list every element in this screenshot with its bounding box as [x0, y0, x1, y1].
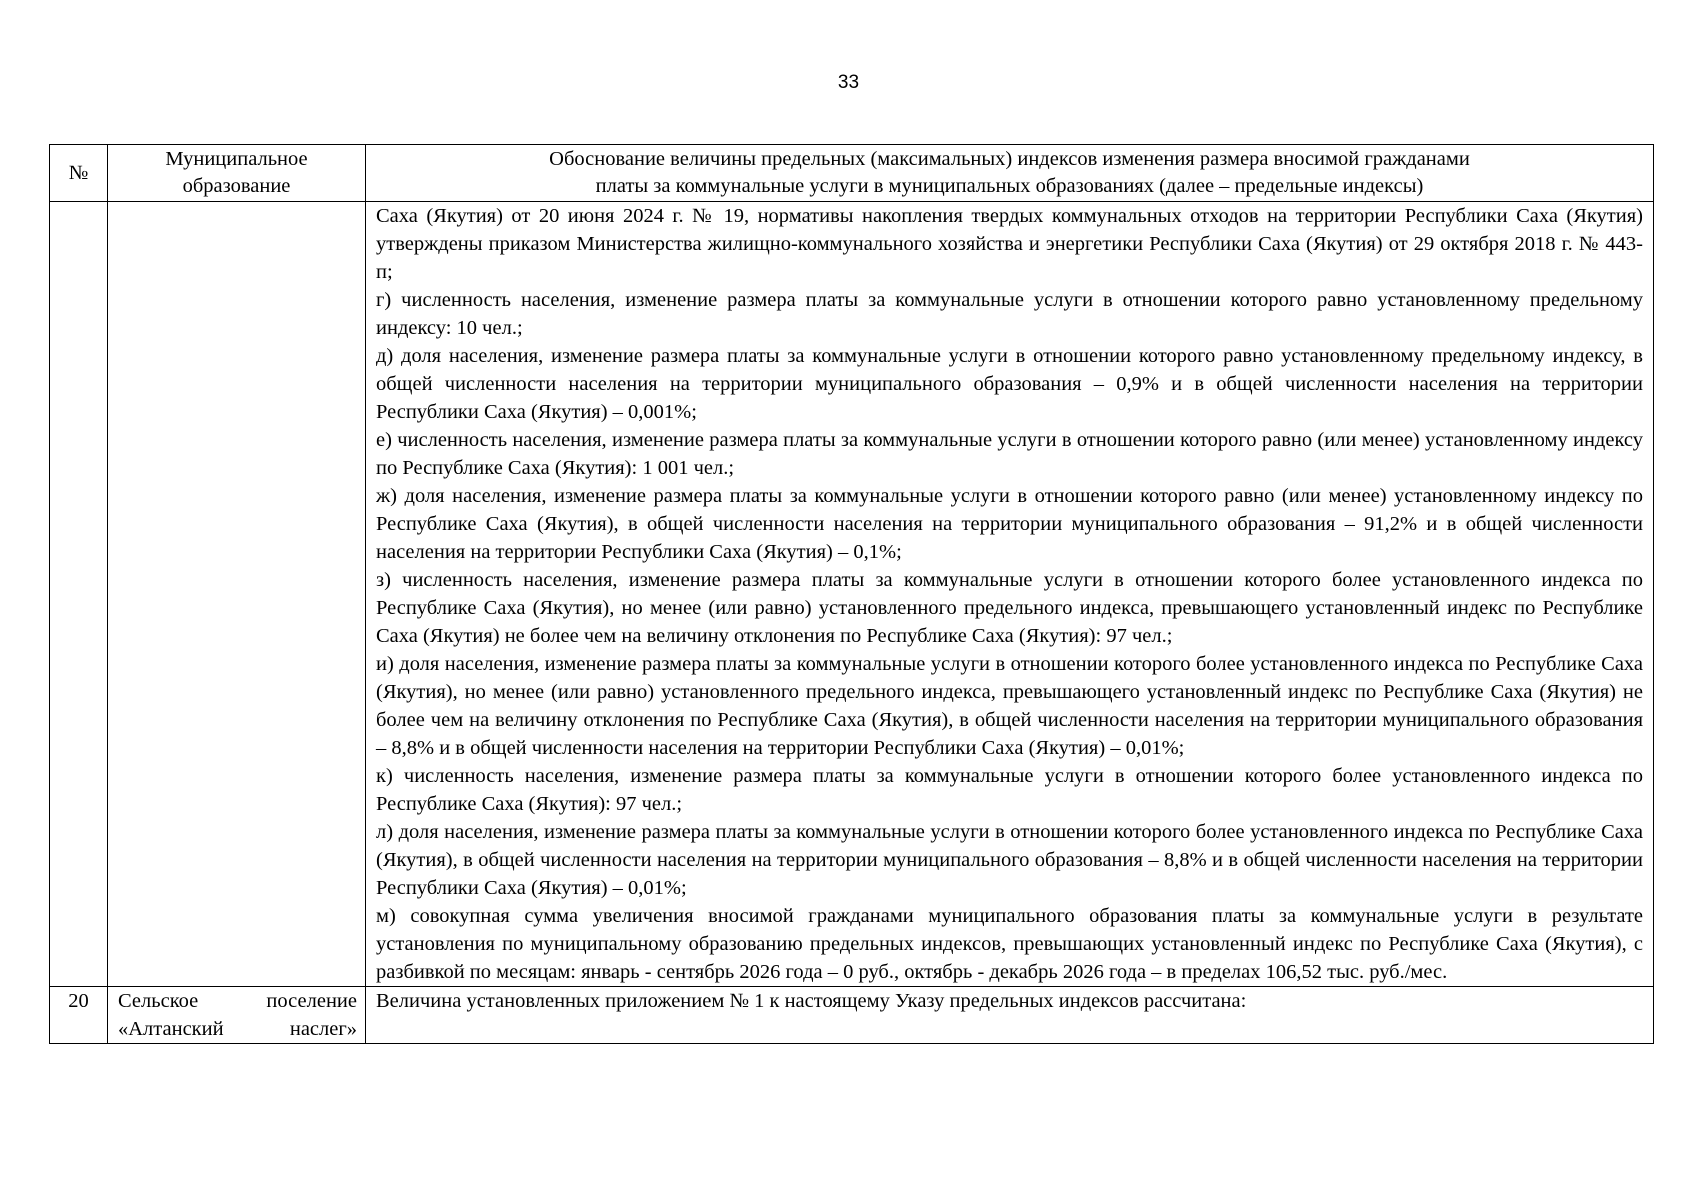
justification-cell: [366, 987, 1654, 1044]
continuation-number-cell: [50, 202, 108, 987]
row-number-cell: [50, 987, 108, 1044]
paragraph-g: г) численность населения, изменение размера платы за коммунальные услуги в отношении которого равно установленному предельному индексу: 10 чел.;: [376, 289, 1643, 339]
header-municipality: [108, 145, 366, 202]
paragraph-d: д) доля населения, изменение размера платы за коммунальные услуги в отношении которого равно установленному предельному индексу, в общей численности населения на территории муниципального образования – 0,9% и в общей численности населения на территории Республики Саха (Якутия) – 0,001%;: [376, 345, 1643, 423]
indices-table: [49, 144, 1654, 1044]
municipality-line1: Сельское поселение: [118, 990, 357, 1012]
paragraph-zh: ж) доля населения, изменение размера платы за коммунальные услуги в отношении которого равно (или менее) установленному индексу по Республике Саха (Якутия), в общей численности населения на территории муниципального образования – 91,2% и в общей численности населения на территории Республики Саха (Якутия) – 0,1%;: [376, 485, 1643, 563]
continuation-municipality-cell: [108, 202, 366, 987]
header-number-label: №: [68, 161, 89, 184]
header-justification: [366, 145, 1654, 202]
page-number: 33: [837, 72, 860, 93]
header-municipality-line1: Муниципальное: [165, 148, 308, 170]
paragraph-l: л) доля населения, изменение размера платы за коммунальные услуги в отношении которого более установленного индекса по Республике Саха (Якутия), в общей численности населения на территории муниципального образования – 8,8% и в общей численности населения на территории Республики Саха (Якутия) – 0,01%;: [376, 821, 1643, 899]
table-row-continuation: [50, 202, 1654, 987]
continuation-justification-cell: [366, 202, 1654, 987]
row-number: 20: [68, 990, 89, 1012]
paragraph-i: и) доля населения, изменение размера платы за коммунальные услуги в отношении которого более установленного индекса по Республике Саха (Якутия), но менее (или равно) установленного предельного индекса, превышающего установленный индекс по Республике Саха (Якутия) не более чем на величину отклонения по Республике Саха (Якутия), в общей численности населения на территории муниципального образования – 8,8% и в общей численности населения на территории Республики Саха (Якутия) – 0,01%;: [376, 653, 1643, 759]
municipality-cell: [108, 987, 366, 1044]
header-justification-line2: платы за коммунальные услуги в муниципальных образованиях (далее – предельные индексы): [595, 175, 1424, 197]
header-number: [50, 145, 108, 202]
paragraph-e: е) численность населения, изменение размера платы за коммунальные услуги в отношении которого равно (или менее) установленному индексу по Республике Саха (Якутия): 1 001 чел.;: [376, 429, 1643, 479]
table-header-row: [50, 145, 1654, 202]
municipality-line2: «Алтанский наслег»: [118, 1018, 357, 1040]
header-municipality-line2: образование: [182, 175, 291, 197]
paragraph-z: з) численность населения, изменение размера платы за коммунальные услуги в отношении которого более установленного индекса по Республике Саха (Якутия), но менее (или равно) установленного предельного индекса, превышающего установленный индекс по Республике Саха (Якутия) не более чем на величину отклонения по Республике Саха (Якутия): 97 чел.;: [376, 569, 1643, 647]
header-justification-line1: Обоснование величины предельных (максимальных) индексов изменения размера вносимой гражданами: [549, 148, 1470, 170]
paragraph-k: к) численность населения, изменение размера платы за коммунальные услуги в отношении которого более установленного индекса по Республике Саха (Якутия): 97 чел.;: [376, 765, 1643, 815]
paragraph-m: м) совокупная сумма увеличения вносимой гражданами муниципального образования платы за коммунальные услуги в результате установления по муниципальному образованию предельных индексов, превышающих установленный индекс по Республике Саха (Якутия), с разбивкой по месяцам: январь - сентябрь 2026 года – 0 руб., октябрь - декабрь 2026 года – в пределах 106,52 тыс. руб./мес.: [376, 905, 1643, 983]
justification-text: Величина установленных приложением № 1 к настоящему Указу предельных индексов рассчитана:: [376, 990, 1247, 1012]
table-row-20: [50, 987, 1654, 1044]
paragraph-intro: Саха (Якутия) от 20 июня 2024 г. № 19, нормативы накопления твердых коммунальных отходов на территории Республики Саха (Якутия) утверждены приказом Министерства жилищно-коммунального хозяйства и энергетики Республики Саха (Якутия) от 29 октября 2018 г. № 443-п;: [376, 205, 1643, 283]
